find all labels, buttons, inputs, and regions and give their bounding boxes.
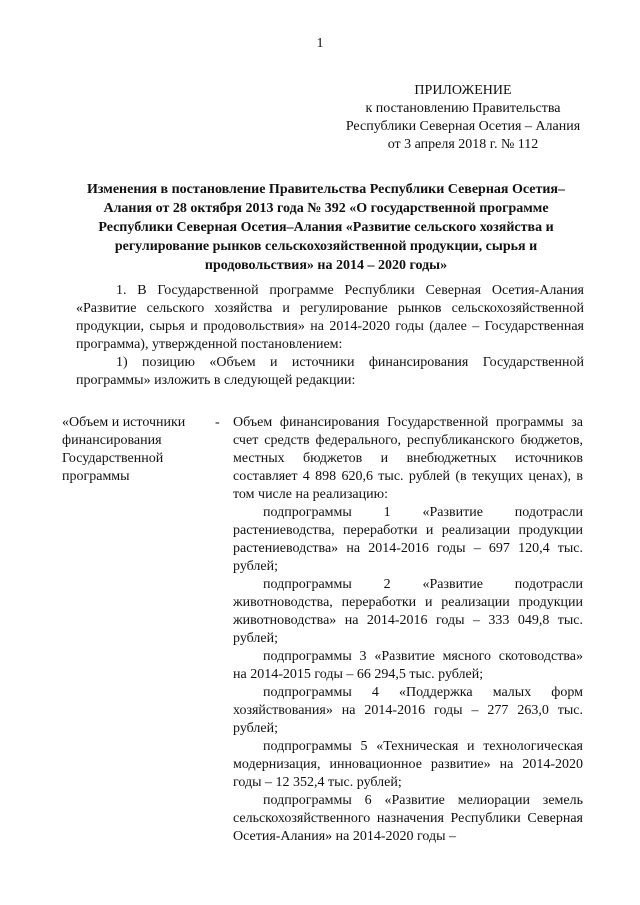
table-dash: - (215, 415, 220, 430)
subprogram-item: подпрограммы 6 «Развитие мелиорации земель сельскохозяйственного назначения Республики Северная Осетия-Алания» на 2014-2020 годы – (233, 793, 583, 844)
subprogram-item: подпрограммы 4 «Поддержка малых форм хозяйствования» на 2014-2016 годы – 277 263,0 тыс. рублей; (233, 685, 583, 736)
document-body (76, 282, 584, 390)
page-number: 1 (316, 36, 324, 51)
document-title: Изменения в постановление Правительства Республики Северная Осетия–Алания от 28 октября 2013 года № 392 «О государственной программе Республики Северная Осетия–Алания «Развитие сельского хозяйства и регулирование рынков сельскохозяйственной продукции, сырья и продовольствия» на 2014 – 2020 годы» (86, 182, 565, 273)
annex-line: Республики Северная Осетия – Алания (345, 119, 581, 134)
subprogram-item: подпрограммы 5 «Техническая и технологическая модернизация, инновационное развитие» на 2014-2020 годы – 12 352,4 тыс. рублей; (233, 739, 583, 790)
paragraph: 1) позицию «Объем и источники финансирования Государственной программы» изложить в следующей редакции: (76, 355, 584, 388)
subprogram-item: подпрограммы 2 «Развитие подотрасли животноводства, переработки и реализации продукции животноводства» на 2014-2016 годы – 333 049,8 тыс. рублей; (233, 577, 583, 646)
annex-date-line: от 3 апреля 2018 г. № 112 (387, 137, 539, 152)
table-content-cell (233, 414, 583, 846)
annex-heading: ПРИЛОЖЕНИЕ (414, 83, 512, 98)
paragraph: 1. В Государственной программе Республики Северная Осетия-Алания «Развитие сельского хозяйства и регулирование рынков сельскохозяйственной продукции, сырья и продовольствия» на 2014-2020 годы (далее – Государственная программа), утвержденной постановлением: (76, 283, 584, 352)
funding-intro: Объем финансирования Государственной программы за счет средств федерального, республиканского бюджетов, местных бюджетов и внебюджетных источников составляет 4 898 620,6 тыс. рублей (в текущих ценах), в том числе на реализацию: (233, 415, 583, 502)
annex-block (318, 82, 608, 154)
annex-line: к постановлению Правительства (365, 101, 561, 116)
subprogram-item: подпрограммы 3 «Развитие мясного скотоводства» на 2014-2015 годы – 66 294,5 тыс. рублей; (233, 649, 583, 682)
table-label-cell: «Объем и источники финансирования Государственной программы (62, 415, 186, 484)
subprogram-item: подпрограммы 1 «Развитие подотрасли растениеводства, переработки и реализации продукции растениеводства» на 2014-2016 годы – 697 120,4 тыс. рублей; (233, 505, 583, 574)
